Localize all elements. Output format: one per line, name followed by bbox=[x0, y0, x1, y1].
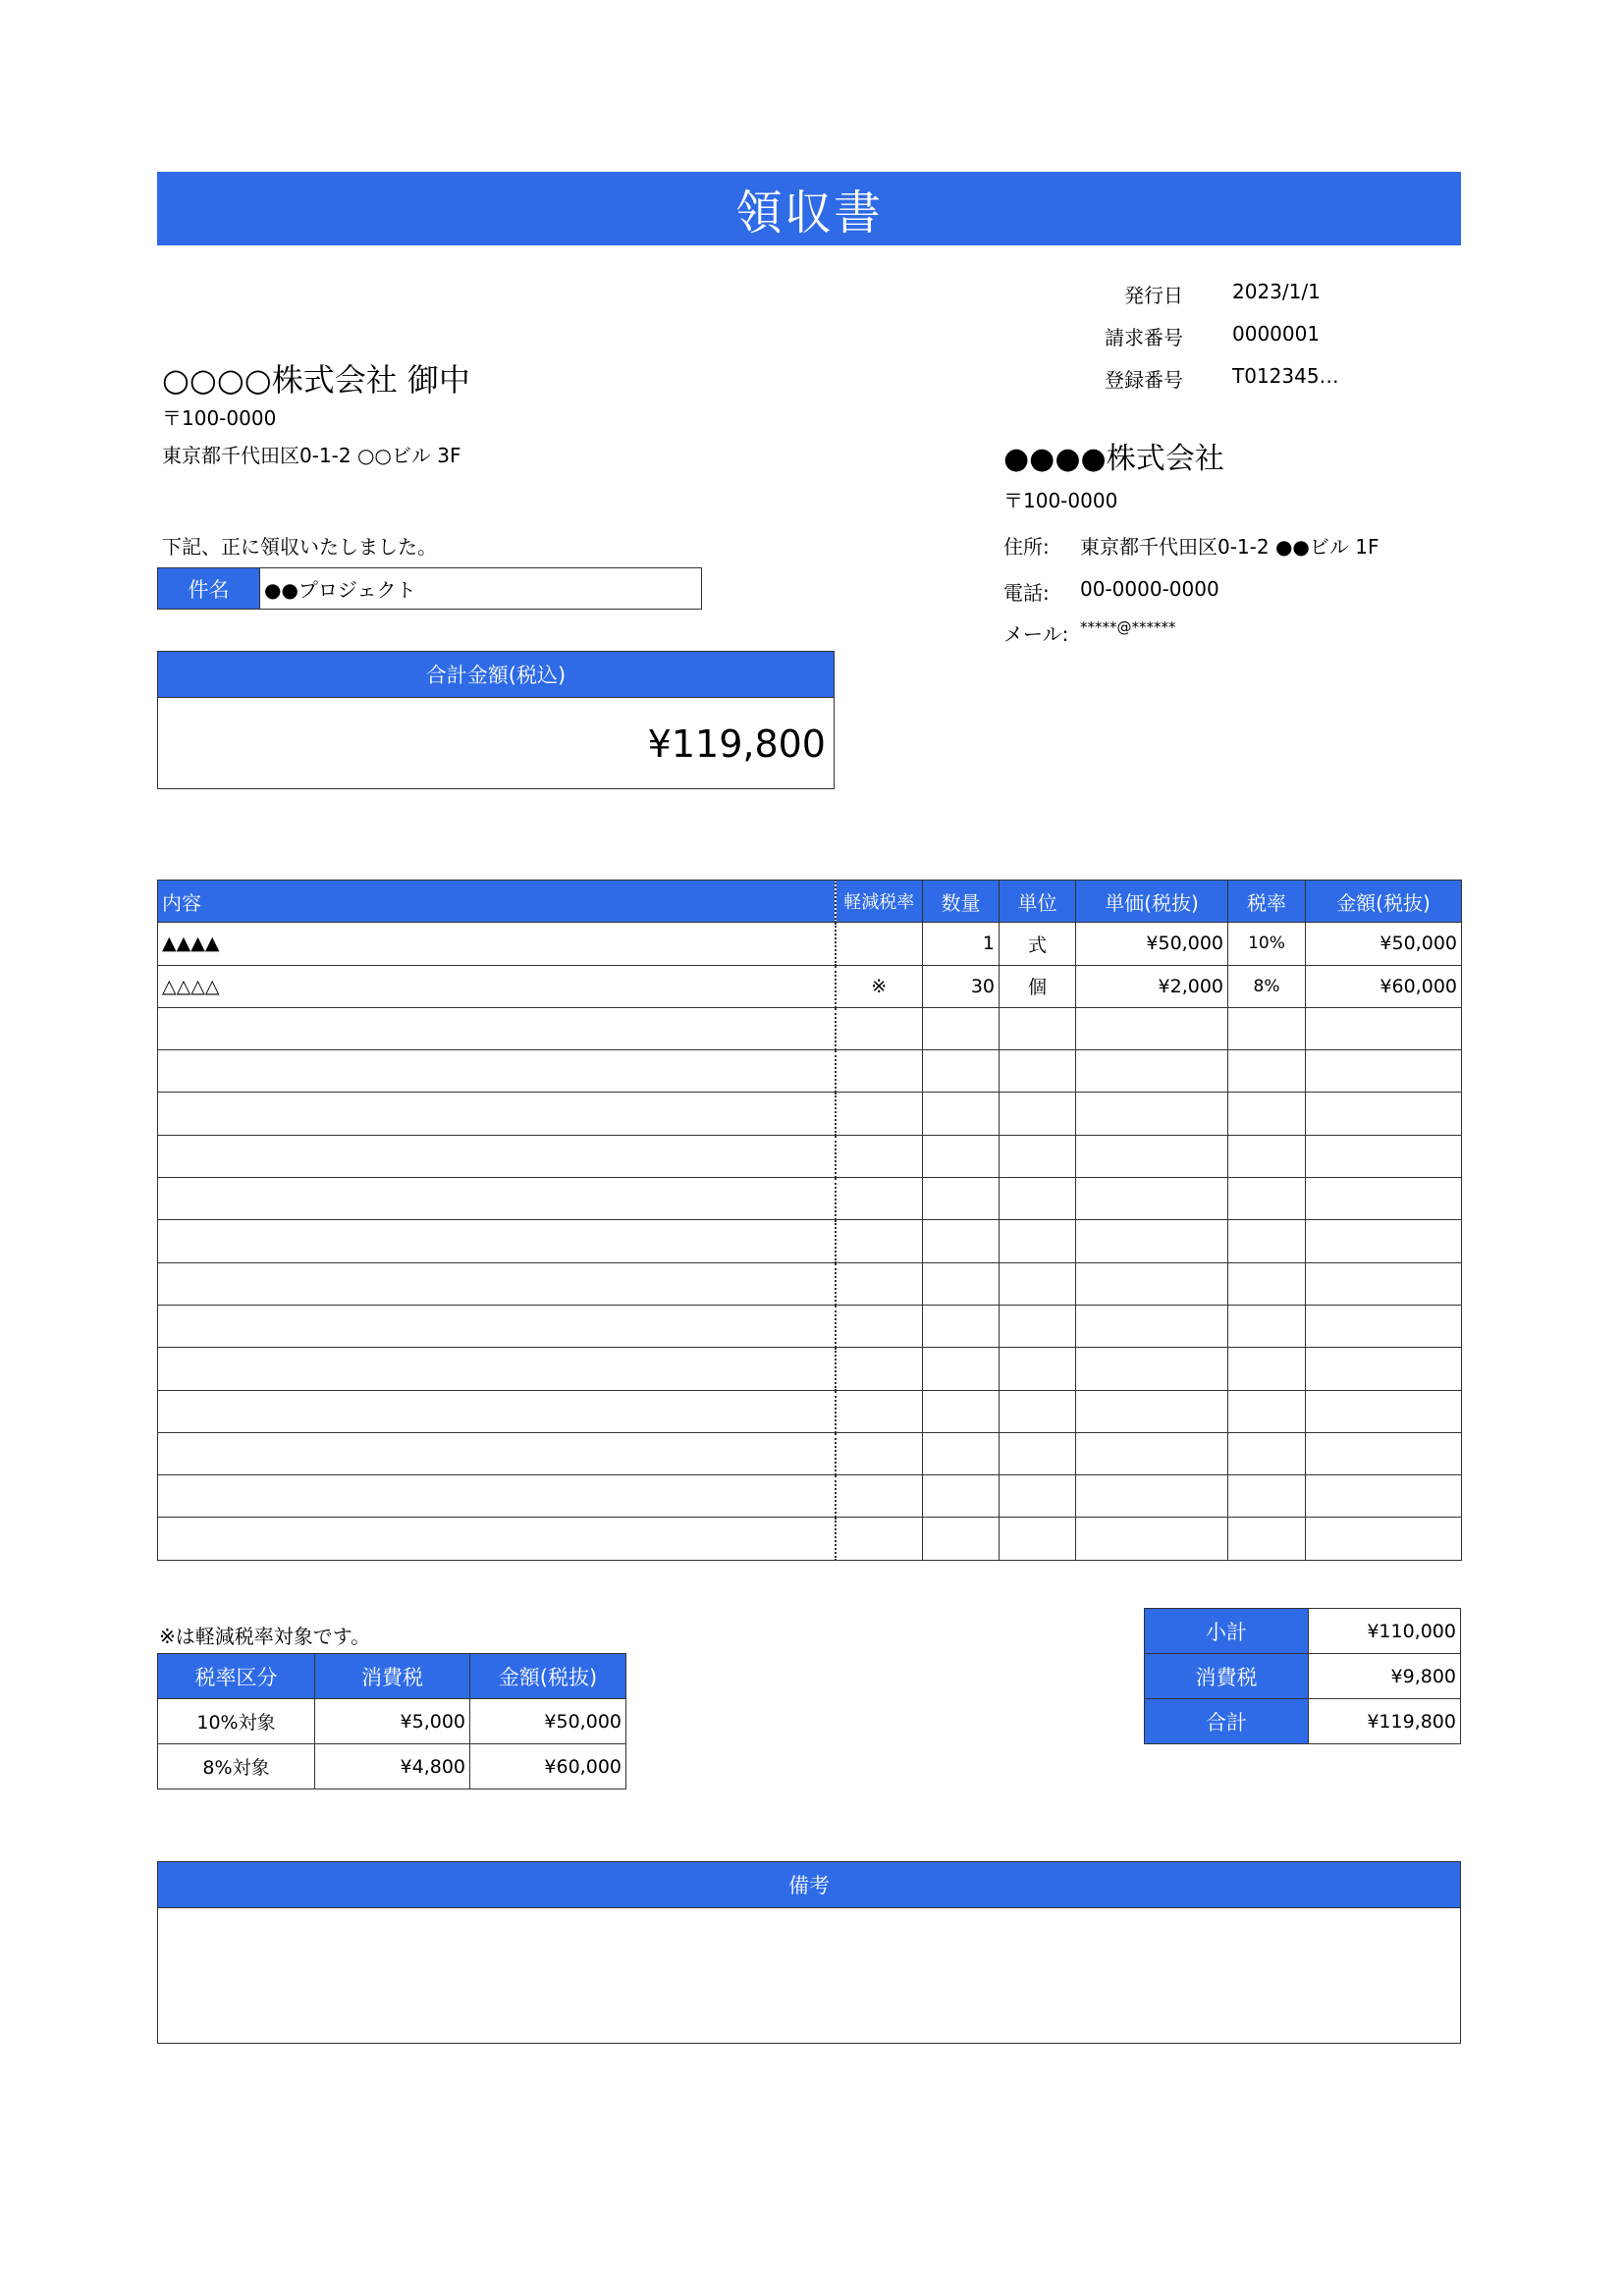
item-tax-rate bbox=[1228, 1178, 1306, 1220]
item-reduced-rate bbox=[836, 1220, 923, 1262]
items-table bbox=[157, 880, 1462, 1561]
item-amount bbox=[1306, 1475, 1462, 1518]
item-quantity bbox=[923, 1348, 1000, 1390]
item-tax-rate bbox=[1228, 1220, 1306, 1262]
item-description bbox=[158, 1220, 836, 1262]
item-reduced-rate bbox=[836, 923, 923, 965]
total-amount-box bbox=[157, 651, 835, 789]
item-tax-rate bbox=[1228, 1390, 1306, 1432]
item-row bbox=[158, 1475, 1462, 1518]
item-row bbox=[158, 1178, 1462, 1220]
invoice-number: 0000001 bbox=[1232, 322, 1321, 346]
recipient-postal: 〒100-0000 bbox=[162, 406, 277, 430]
item-quantity: 30 bbox=[923, 965, 1000, 1007]
item-quantity bbox=[923, 1220, 1000, 1262]
item-unit bbox=[1000, 1518, 1076, 1560]
item-description bbox=[158, 1178, 836, 1220]
item-reduced-rate bbox=[836, 1390, 923, 1432]
item-quantity bbox=[923, 1518, 1000, 1560]
item-reduced-rate bbox=[836, 1007, 923, 1049]
item-reduced-rate bbox=[836, 1432, 923, 1474]
item-quantity bbox=[923, 1007, 1000, 1049]
item-tax-rate bbox=[1228, 1093, 1306, 1135]
item-quantity bbox=[923, 1135, 1000, 1177]
tax-col-header-category: 税率区分 bbox=[158, 1654, 315, 1699]
grand-total-value: ¥119,800 bbox=[1309, 1699, 1461, 1744]
item-row bbox=[158, 1262, 1462, 1305]
item-row bbox=[158, 923, 1462, 965]
item-unit-price bbox=[1076, 1348, 1228, 1390]
item-amount bbox=[1306, 1518, 1462, 1560]
item-description bbox=[158, 1135, 836, 1177]
item-reduced-rate bbox=[836, 1093, 923, 1135]
subject-box bbox=[157, 567, 702, 610]
item-unit-price bbox=[1076, 1305, 1228, 1347]
tax-amount: ¥5,000 bbox=[315, 1699, 470, 1744]
col-header-description: 内容 bbox=[158, 881, 836, 923]
received-statement: 下記、正に領収いたしました。 bbox=[162, 535, 437, 559]
item-tax-rate bbox=[1228, 1305, 1306, 1347]
item-reduced-rate bbox=[836, 1262, 923, 1305]
item-description: △△△△ bbox=[158, 965, 836, 1007]
item-tax-rate bbox=[1228, 1475, 1306, 1518]
item-unit-price bbox=[1076, 1135, 1228, 1177]
subtotal-value: ¥110,000 bbox=[1309, 1609, 1461, 1654]
item-row bbox=[158, 1432, 1462, 1474]
item-description bbox=[158, 1050, 836, 1093]
item-amount bbox=[1306, 1093, 1462, 1135]
tax-value: ¥9,800 bbox=[1309, 1654, 1461, 1699]
item-unit-price bbox=[1076, 1220, 1228, 1262]
item-reduced-rate bbox=[836, 1518, 923, 1560]
registration-number-label: 登録番号 bbox=[1105, 368, 1183, 392]
item-tax-rate: 10% bbox=[1228, 923, 1306, 965]
item-description bbox=[158, 1305, 836, 1347]
item-row bbox=[158, 1093, 1462, 1135]
item-tax-rate bbox=[1228, 1432, 1306, 1474]
item-quantity bbox=[923, 1050, 1000, 1093]
item-quantity bbox=[923, 1262, 1000, 1305]
issue-date: 2023/1/1 bbox=[1232, 280, 1321, 303]
item-unit bbox=[1000, 1135, 1076, 1177]
item-reduced-rate bbox=[836, 1305, 923, 1347]
summary-tax-row bbox=[1145, 1654, 1461, 1699]
item-unit bbox=[1000, 1432, 1076, 1474]
item-amount bbox=[1306, 1178, 1462, 1220]
item-reduced-rate bbox=[836, 1348, 923, 1390]
item-unit-price bbox=[1076, 1007, 1228, 1049]
item-amount: ¥50,000 bbox=[1306, 923, 1462, 965]
item-unit bbox=[1000, 1093, 1076, 1135]
taxable-amount: ¥50,000 bbox=[470, 1699, 626, 1744]
tax-category: 10%対象 bbox=[158, 1699, 315, 1744]
item-amount bbox=[1306, 1135, 1462, 1177]
tax-breakdown-row bbox=[158, 1744, 626, 1789]
remarks-label: 備考 bbox=[158, 1862, 1460, 1908]
item-reduced-rate bbox=[836, 1135, 923, 1177]
tax-col-header-amount: 金額(税抜) bbox=[470, 1654, 626, 1699]
invoice-number-label: 請求番号 bbox=[1105, 326, 1183, 349]
item-unit-price bbox=[1076, 1518, 1228, 1560]
item-unit: 個 bbox=[1000, 965, 1076, 1007]
item-tax-rate bbox=[1228, 1050, 1306, 1093]
issuer-address-label: 住所: bbox=[1003, 535, 1050, 559]
item-quantity bbox=[923, 1305, 1000, 1347]
col-header-reduced-rate: 軽減税率 bbox=[836, 881, 923, 923]
subtotal-label: 小計 bbox=[1145, 1609, 1309, 1654]
issue-date-label: 発行日 bbox=[1124, 284, 1183, 307]
issuer-email: *****@****** bbox=[1080, 618, 1176, 636]
remarks-box bbox=[157, 1861, 1461, 2044]
tax-breakdown-header-row bbox=[158, 1654, 626, 1699]
item-unit-price bbox=[1076, 1050, 1228, 1093]
summary-subtotal-row bbox=[1145, 1609, 1461, 1654]
item-amount bbox=[1306, 1007, 1462, 1049]
recipient-address: 東京都千代田区0-1-2 ○○ビル 3F bbox=[162, 444, 461, 467]
item-unit-price bbox=[1076, 1262, 1228, 1305]
item-description bbox=[158, 1093, 836, 1135]
item-description bbox=[158, 1262, 836, 1305]
item-amount bbox=[1306, 1432, 1462, 1474]
item-quantity bbox=[923, 1093, 1000, 1135]
item-tax-rate bbox=[1228, 1518, 1306, 1560]
item-unit-price bbox=[1076, 1093, 1228, 1135]
item-unit: 式 bbox=[1000, 923, 1076, 965]
item-description bbox=[158, 1475, 836, 1518]
document-title: 領収書 bbox=[157, 172, 1461, 245]
tax-breakdown-table bbox=[157, 1653, 626, 1789]
item-description bbox=[158, 1007, 836, 1049]
tax-category: 8%対象 bbox=[158, 1744, 315, 1789]
tax-col-header-tax: 消費税 bbox=[315, 1654, 470, 1699]
item-row bbox=[158, 1348, 1462, 1390]
recipient-name: ○○○○株式会社 御中 bbox=[162, 361, 470, 399]
issuer-postal: 〒100-0000 bbox=[1003, 489, 1118, 512]
item-unit bbox=[1000, 1348, 1076, 1390]
item-quantity bbox=[923, 1178, 1000, 1220]
issuer-phone-label: 電話: bbox=[1003, 581, 1050, 605]
item-unit-price: ¥2,000 bbox=[1076, 965, 1228, 1007]
item-row bbox=[158, 1390, 1462, 1432]
issuer-address: 東京都千代田区0-1-2 ●●ビル 1F bbox=[1080, 535, 1380, 559]
item-reduced-rate: ※ bbox=[836, 965, 923, 1007]
item-quantity: 1 bbox=[923, 923, 1000, 965]
registration-number: T012345… bbox=[1232, 364, 1339, 388]
grand-total-label: 合計 bbox=[1145, 1699, 1309, 1744]
subject-label: 件名 bbox=[158, 568, 260, 609]
item-unit bbox=[1000, 1475, 1076, 1518]
issuer-email-label: メール: bbox=[1003, 622, 1069, 646]
item-unit bbox=[1000, 1220, 1076, 1262]
item-unit-price bbox=[1076, 1390, 1228, 1432]
item-amount bbox=[1306, 1262, 1462, 1305]
item-tax-rate: 8% bbox=[1228, 965, 1306, 1007]
col-header-unit: 単位 bbox=[1000, 881, 1076, 923]
item-unit-price bbox=[1076, 1432, 1228, 1474]
item-unit-price bbox=[1076, 1475, 1228, 1518]
item-description bbox=[158, 1518, 836, 1560]
item-unit-price bbox=[1076, 1178, 1228, 1220]
item-quantity bbox=[923, 1432, 1000, 1474]
col-header-tax-rate: 税率 bbox=[1228, 881, 1306, 923]
taxable-amount: ¥60,000 bbox=[470, 1744, 626, 1789]
col-header-amount: 金額(税抜) bbox=[1306, 881, 1462, 923]
item-row bbox=[158, 1220, 1462, 1262]
item-reduced-rate bbox=[836, 1475, 923, 1518]
item-description bbox=[158, 1348, 836, 1390]
item-unit bbox=[1000, 1262, 1076, 1305]
total-amount-value: ¥119,800 bbox=[647, 721, 826, 766]
tax-amount: ¥4,800 bbox=[315, 1744, 470, 1789]
subject-value: ●●プロジェクト bbox=[264, 578, 416, 602]
item-unit bbox=[1000, 1007, 1076, 1049]
item-row bbox=[158, 1007, 1462, 1049]
summary-table bbox=[1144, 1608, 1461, 1744]
item-reduced-rate bbox=[836, 1178, 923, 1220]
item-row bbox=[158, 1305, 1462, 1347]
item-quantity bbox=[923, 1390, 1000, 1432]
item-amount: ¥60,000 bbox=[1306, 965, 1462, 1007]
issuer-name: ●●●●株式会社 bbox=[1003, 442, 1224, 476]
summary-total-row bbox=[1145, 1699, 1461, 1744]
item-tax-rate bbox=[1228, 1262, 1306, 1305]
item-amount bbox=[1306, 1305, 1462, 1347]
item-description bbox=[158, 1390, 836, 1432]
item-unit bbox=[1000, 1305, 1076, 1347]
item-reduced-rate bbox=[836, 1050, 923, 1093]
col-header-unit-price: 単価(税抜) bbox=[1076, 881, 1228, 923]
item-row bbox=[158, 965, 1462, 1007]
item-unit bbox=[1000, 1178, 1076, 1220]
col-header-quantity: 数量 bbox=[923, 881, 1000, 923]
item-description: ▲▲▲▲ bbox=[158, 923, 836, 965]
tax-label: 消費税 bbox=[1145, 1654, 1309, 1699]
item-unit bbox=[1000, 1390, 1076, 1432]
item-description bbox=[158, 1432, 836, 1474]
total-amount-label: 合計金額(税込) bbox=[158, 652, 834, 698]
item-row bbox=[158, 1518, 1462, 1560]
item-tax-rate bbox=[1228, 1348, 1306, 1390]
item-tax-rate bbox=[1228, 1007, 1306, 1049]
items-header-row bbox=[158, 881, 1462, 923]
item-amount bbox=[1306, 1390, 1462, 1432]
item-unit-price: ¥50,000 bbox=[1076, 923, 1228, 965]
item-unit bbox=[1000, 1050, 1076, 1093]
item-row bbox=[158, 1135, 1462, 1177]
item-amount bbox=[1306, 1348, 1462, 1390]
tax-breakdown-row bbox=[158, 1699, 626, 1744]
item-amount bbox=[1306, 1220, 1462, 1262]
item-quantity bbox=[923, 1475, 1000, 1518]
item-row bbox=[158, 1050, 1462, 1093]
reduced-rate-note: ※は軽減税率対象です。 bbox=[159, 1625, 371, 1648]
item-amount bbox=[1306, 1050, 1462, 1093]
item-tax-rate bbox=[1228, 1135, 1306, 1177]
issuer-phone: 00-0000-0000 bbox=[1080, 577, 1219, 601]
